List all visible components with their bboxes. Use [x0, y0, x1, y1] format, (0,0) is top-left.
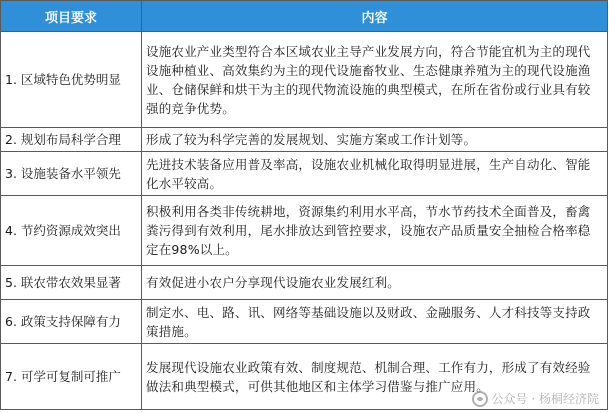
row-item: 1. 区域特色优势明显	[1, 32, 142, 128]
table-row	[1, 152, 608, 196]
row-item: 7. 可学可复制可推广	[1, 344, 142, 410]
row-content: 形成了较为科学完善的发展规划、实施方案或工作计划等。	[142, 128, 608, 152]
table-row	[1, 32, 608, 128]
row-item: 2. 规划布局科学合理	[1, 128, 142, 152]
wechat-icon	[472, 391, 488, 407]
row-item: 5. 联农带农效果显著	[1, 266, 142, 300]
row-item: 3. 设施装备水平领先	[1, 152, 142, 196]
row-item: 4. 节约资源成效突出	[1, 196, 142, 266]
row-item: 6. 政策支持保障有力	[1, 300, 142, 344]
row-content: 先进技术装备应用普及率高，设施农业机械化取得明显进展，生产自动化、智能化水平较高。	[142, 152, 608, 196]
row-content: 发展现代设施农业政策有效、制度规范、机制合理、工作有力，形成了有效经验做法和典型模式，可供其他地区和主体学习借鉴与推广应用。	[142, 344, 608, 410]
table-header-row	[1, 1, 608, 32]
row-content: 制定水、电、路、讯、网络等基础设施以及财政、金融服务、人才科技等支持政策措施。	[142, 300, 608, 344]
header-item: 项目要求	[1, 1, 142, 32]
watermark-text: 公众号 · 杨桐经济院	[491, 392, 599, 406]
table-row	[1, 300, 608, 344]
row-content: 积极利用各类非传统耕地，资源集约利用水平高，节水节药技术全面普及，畜禽粪污得到有效利用，尾水排放达到管控要求，设施农产品质量安全抽检合格率稳定在98%以上。	[142, 196, 608, 266]
table-row	[1, 266, 608, 300]
watermark	[472, 390, 599, 407]
row-content: 有效促进小农户分享现代设施农业发展红利。	[142, 266, 608, 300]
table-row	[1, 128, 608, 152]
table-row	[1, 196, 608, 266]
row-content: 设施农业产业类型符合本区域农业主导产业发展方向，符合节能宜机为主的现代设施种植业、高效集约为主的现代设施畜牧业、生态健康养殖为主的现代设施渔业、仓储保鲜和烘干为主的现代物流设施的典型模式，在所在省份或行业具有较强的竞争优势。	[142, 32, 608, 128]
header-content: 内容	[142, 1, 608, 32]
